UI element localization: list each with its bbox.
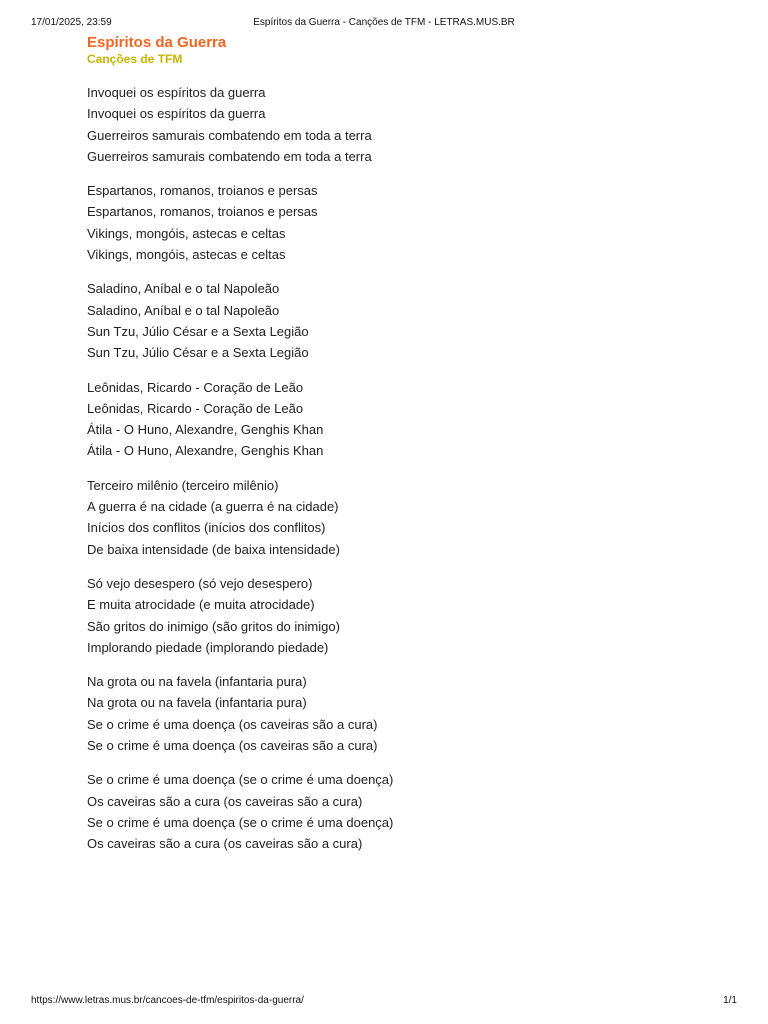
song-title: Espíritos da Guerra: [87, 34, 227, 51]
lyrics-content: [87, 34, 727, 868]
lyric-line: Guerreiros samurais combatendo em toda a terra: [87, 148, 372, 164]
lyric-line: Átila - O Huno, Alexandre, Genghis Khan: [87, 422, 324, 438]
lyric-line: Sun Tzu, Júlio César e a Sexta Legião: [87, 345, 309, 361]
lyric-line: Na grota ou na favela (infantaria pura): [87, 674, 307, 690]
lyric-line: Se o crime é uma doença (se o crime é uma doença): [87, 772, 394, 788]
lyric-line: Espartanos, romanos, troianos e persas: [87, 204, 318, 220]
lyric-line: Sun Tzu, Júlio César e a Sexta Legião: [87, 323, 309, 339]
lyric-line: Vikings, mongóis, astecas e celtas: [87, 247, 286, 263]
lyrics-stanzas: [87, 82, 727, 855]
page-number: 1/1: [723, 995, 737, 1006]
lyrics-stanza: [87, 573, 727, 658]
lyric-line: De baixa intensidade (de baixa intensidade): [87, 541, 340, 557]
lyric-line: Terceiro milênio (terceiro milênio): [87, 477, 279, 493]
lyric-line: Só vejo desespero (só vejo desespero): [87, 575, 313, 591]
lyric-line: Leônidas, Ricardo - Coração de Leão: [87, 379, 304, 395]
lyric-line: Invoquei os espíritos da guerra: [87, 85, 266, 100]
artist-name: Canções de TFM: [87, 52, 183, 66]
lyric-line: Inícios dos conflitos (inícios dos conflitos): [87, 520, 326, 536]
lyric-line: Invoquei os espíritos da guerra: [87, 106, 266, 122]
lyric-line: Guerreiros samurais combatendo em toda a terra: [87, 127, 372, 143]
lyric-line: Se o crime é uma doença (se o crime é uma doença): [87, 814, 394, 830]
lyric-line: Se o crime é uma doença (os caveiras são a cura): [87, 716, 378, 732]
lyric-line: Vikings, mongóis, astecas e celtas: [87, 225, 286, 241]
lyric-line: Saladino, Aníbal e o tal Napoleão: [87, 302, 280, 318]
print-url: https://www.letras.mus.br/cancoes-de-tfm/espiritos-da-guerra/: [31, 995, 304, 1006]
lyric-line: Se o crime é uma doença (os caveiras são a cura): [87, 738, 378, 754]
print-page-title: Espíritos da Guerra - Canções de TFM - LETRAS.MUS.BR: [253, 17, 515, 28]
lyrics-stanza: [87, 769, 727, 854]
lyric-line: Átila - O Huno, Alexandre, Genghis Khan: [87, 443, 324, 459]
lyrics-stanza: [87, 82, 727, 167]
lyric-line: São gritos do inimigo (são gritos do inimigo): [87, 618, 340, 634]
lyrics-stanza: [87, 180, 727, 265]
lyrics-stanza: [87, 278, 727, 363]
print-header: [31, 17, 737, 31]
lyric-line: Implorando piedade (implorando piedade): [87, 639, 329, 655]
print-date: 17/01/2025, 23:59: [31, 17, 112, 28]
lyrics-stanza: [87, 475, 727, 560]
lyric-line: A guerra é na cidade (a guerra é na cidade): [87, 499, 339, 515]
lyric-line: Leônidas, Ricardo - Coração de Leão: [87, 400, 304, 416]
lyric-line: Saladino, Aníbal e o tal Napoleão: [87, 281, 280, 297]
lyrics-stanza: [87, 671, 727, 756]
lyrics-stanza: [87, 377, 727, 462]
print-footer: [31, 995, 737, 1009]
lyric-line: Os caveiras são a cura (os caveiras são a cura): [87, 836, 363, 852]
lyric-line: Espartanos, romanos, troianos e persas: [87, 183, 318, 199]
lyric-line: Na grota ou na favela (infantaria pura): [87, 695, 307, 711]
lyric-line: E muita atrocidade (e muita atrocidade): [87, 597, 315, 613]
lyric-line: Os caveiras são a cura (os caveiras são a cura): [87, 793, 363, 809]
